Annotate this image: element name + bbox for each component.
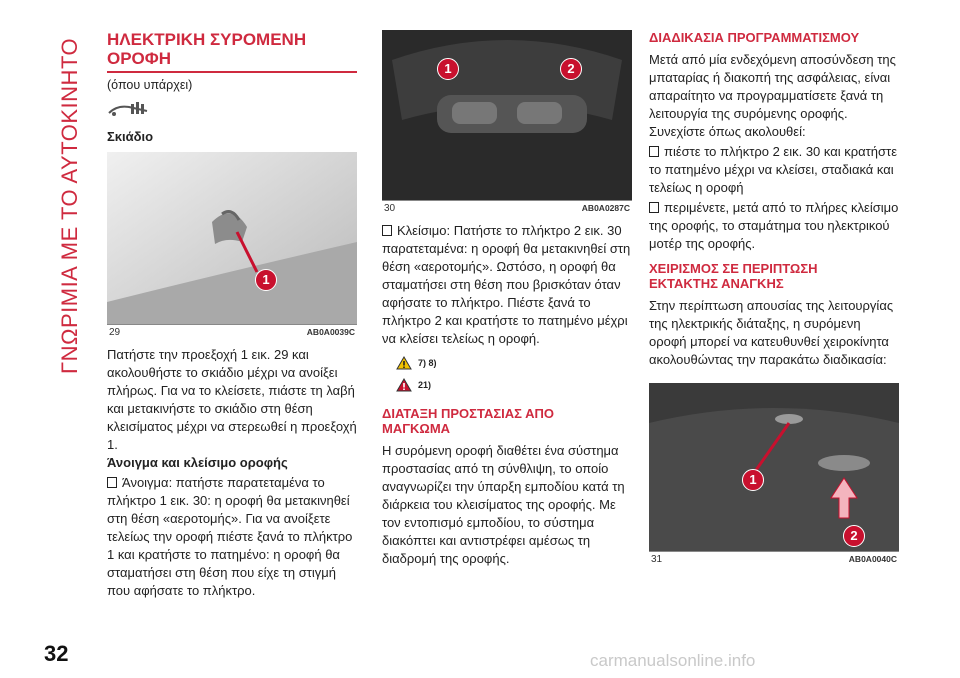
- column-1: [107, 30, 357, 600]
- anti-pinch-text: Η συρόμενη οροφή διαθέτει ένα σύστημα προστασίας από τη σύνθλιψη, το οποίο αναγνωρίζει την ύπαρξη εμποδίου κατά τη διάρκεια του κλεισίματος της οροφής. Με τον εντοπισμό εμποδίου, το σύστημα διακόπτει και αντιστρέφει αμέσως τη διαδρομή της οροφής.: [382, 443, 625, 566]
- warning-ref-2-text: 21): [418, 380, 432, 390]
- availability-note: (όπου υπάρχει): [107, 78, 193, 92]
- init-step-2-text: περιμένετε, μετά από το πλήρες κλείσιμο της οροφής, το σταμάτημα του ηλεκτρικού μοτέρ της οροφής.: [649, 200, 899, 251]
- warning-ref-2: [396, 378, 632, 392]
- close-instructions-text: Κλείσιμο: Πατήστε το πλήκτρο 2 εικ. 30 παρατεταμένα: η οροφή θα μετακινηθεί στη θέση «αεροτομής». Ωστόσο, η οροφή θα σταματήσει στη θέση που βρισκόταν όταν αφήσατε το πλήκτρο. Πιέστε ξανά το πλήκτρο 2 και κρατήστε το πατημένο μέχρι να κλείσει τελείως η οροφή.: [382, 223, 631, 346]
- figure-29-code: AB0A0039C: [306, 327, 355, 337]
- initialization-heading: ΔΙΑΔΙΚΑΣΙΑ ΠΡΟΓΡΑΜΜΑΤΙΣΜΟΥ: [649, 30, 860, 45]
- bullet-box: [107, 477, 117, 488]
- figure-30-number: 30: [384, 203, 396, 214]
- callout-2: 2: [560, 58, 582, 80]
- emergency-text: Στην περίπτωση απουσίας της λειτουργίας της ηλεκτρικής διάταξης, η συρόμενη οροφή μπορεί να κατευθυνθεί χειροκίνητα ακολουθώντας την παρακάτω διαδικασία:: [649, 298, 894, 367]
- bullet-box: [649, 146, 659, 157]
- figure-29: [107, 152, 357, 325]
- emergency-heading-line2: ΕΚΤΑΚΤΗΣ ΑΝΑΓΚΗΣ: [649, 276, 784, 291]
- figure-30: [382, 30, 632, 201]
- figure-31-number: 31: [651, 554, 663, 565]
- figure-31-code: AB0A0040C: [848, 554, 897, 564]
- emergency-heading-line1: ΧΕΙΡΙΣΜΟΣ ΣΕ ΠΕΡΙΠΤΩΣΗ: [649, 261, 818, 276]
- open-close-heading: Άνοιγμα και κλείσιμο οροφής: [107, 455, 288, 470]
- watermark: carmanualsonline.info: [590, 651, 756, 670]
- section-title-line2: ΟΡΟΦΗ: [107, 49, 172, 68]
- close-instructions: [382, 222, 632, 348]
- shade-heading: Σκιάδιο: [107, 129, 154, 144]
- callout-1: 1: [437, 58, 459, 80]
- figure-29-caption: [107, 325, 357, 338]
- callout-2: 2: [843, 525, 865, 547]
- callout-1: 1: [255, 269, 277, 291]
- section-title-line1: ΗΛΕΚΤΡΙΚΗ ΣΥΡΟΜΕΝΗ: [107, 30, 307, 49]
- anti-pinch-heading-line1: ΔΙΑΤΑΞΗ ΠΡΟΣΤΑΣΙΑΣ ΑΠΟ: [382, 406, 554, 421]
- callout-1: 1: [742, 469, 764, 491]
- figure-30-caption: [382, 201, 632, 214]
- shade-instructions: Πατήστε την προεξοχή 1 εικ. 29 και ακολουθήστε το σκιάδιο μέχρι να ανοίξει πλήρως. Για να το κλείσετε, πιάστε τη λαβή και μετακινήστε το σκιάδιο στη θέση κλεισίματος μέχρι να στερεωθεί η προεξοχή 1.: [107, 347, 357, 452]
- page-number: 32: [44, 641, 69, 666]
- title-divider: [107, 71, 357, 73]
- init-step-2: [649, 199, 899, 253]
- init-step-1-text: πιέστε το πλήκτρο 2 εικ. 30 και κρατήστε το πατημένο μέχρι να κλείσει, σταδιακά και τελείως η οροφή: [649, 144, 897, 195]
- open-instructions: [107, 474, 357, 600]
- bullet-box: [382, 225, 392, 236]
- caution-icon: [396, 378, 412, 392]
- side-section-title: ΓΝΩΡΙΜΙΑ ΜΕ ΤΟ ΑΥΤΟΚΙΝΗΤΟ: [57, 37, 82, 374]
- anti-pinch-heading-line2: ΜΑΓΚΩΜΑ: [382, 421, 451, 436]
- warning-triangle-icon: [396, 356, 412, 370]
- column-2: [382, 30, 632, 568]
- figure-31: [649, 383, 899, 552]
- figure-31-caption: [649, 552, 899, 565]
- warning-ref-1-text: 7) 8): [418, 358, 437, 368]
- bullet-box: [649, 202, 659, 213]
- warning-ref-1: [396, 356, 632, 370]
- figure-30-code: AB0A0287C: [581, 203, 630, 213]
- roof-option-icon: [107, 99, 357, 124]
- open-instructions-text: Άνοιγμα: πατήστε παρατεταμένα το πλήκτρο 1 εικ. 30: η οροφή θα μετακινηθεί στη θέση «αεροτομής». Για να ανοίξετε τελείως την οροφή πιέστε ξανά το πλήκτρο 1 και κρατήστε το πατημένο: η οροφή θα σταματήσει στη θέση που είχε τη στιγμή που αφήσατε το πλήκτρο.: [107, 475, 353, 598]
- figure-29-number: 29: [109, 327, 121, 338]
- initialization-text: Μετά από μία ενδεχόμενη αποσύνδεση της μπαταρίας ή διακοπή της ασφάλειας, είναι απαραίτητο να προγραμματίσετε ξανά τη λειτουργία της συρόμενης οροφής. Συνεχίστε όπως ακολουθεί:: [649, 52, 896, 139]
- init-step-1: [649, 143, 899, 197]
- column-3: [649, 30, 899, 565]
- anti-pinch-heading: [382, 406, 632, 436]
- emergency-heading: [649, 261, 899, 291]
